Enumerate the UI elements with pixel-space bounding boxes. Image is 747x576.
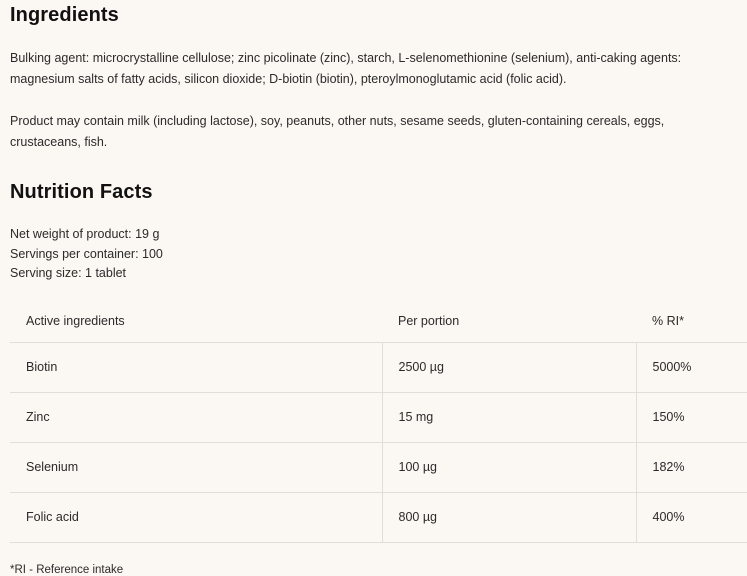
net-weight-text: Net weight of product: 19 g	[10, 227, 160, 241]
column-header-ri: % RI*	[652, 313, 684, 328]
cell-ri: 400%	[636, 492, 747, 542]
table-row	[10, 442, 747, 492]
column-header-per-portion: Per portion	[398, 313, 460, 328]
cell-per-portion: 800 µg	[382, 492, 636, 542]
cell-ri: 5000%	[636, 342, 747, 392]
ingredients-heading: Ingredients	[10, 4, 119, 26]
nutrition-table-body	[10, 342, 747, 542]
table-row	[10, 492, 747, 542]
table-row	[10, 392, 747, 442]
allergen-warning-paragraph: Product may contain milk (including lactose), soy, peanuts, other nuts, sesame seeds, gluten-containing cereals, eggs, crustaceans, fish.	[10, 114, 665, 149]
nutrition-table-header	[10, 306, 747, 343]
column-header-active-ingredients: Active ingredients	[26, 313, 125, 328]
nutrition-facts-heading: Nutrition Facts	[10, 181, 153, 203]
servings-per-container-text: Servings per container: 100	[10, 246, 163, 261]
serving-info-list	[10, 225, 737, 284]
cell-per-portion: 2500 µg	[382, 342, 636, 392]
table-header-row	[10, 306, 747, 343]
cell-ri: 150%	[636, 392, 747, 442]
cell-ingredient-name: Biotin	[10, 342, 382, 392]
cell-ri: 182%	[636, 442, 747, 492]
cell-per-portion: 100 µg	[382, 442, 636, 492]
cell-per-portion: 15 mg	[382, 392, 636, 442]
table-row	[10, 342, 747, 392]
cell-ingredient-name: Selenium	[10, 442, 382, 492]
cell-ingredient-name: Zinc	[10, 392, 382, 442]
cell-ingredient-name: Folic acid	[10, 492, 382, 542]
ingredients-paragraph: Bulking agent: microcrystalline cellulose; zinc picolinate (zinc), starch, L-selenomethionine (selenium), anti-caking agents: magnesium salts of fatty acids, silicon dioxide; D-biotin (biotin), pteroylmonoglutamic acid (folic acid).	[10, 51, 682, 86]
nutrition-table	[10, 306, 747, 543]
serving-size-text: Serving size: 1 tablet	[10, 266, 127, 280]
reference-intake-footnote: *RI - Reference intake	[10, 563, 124, 576]
